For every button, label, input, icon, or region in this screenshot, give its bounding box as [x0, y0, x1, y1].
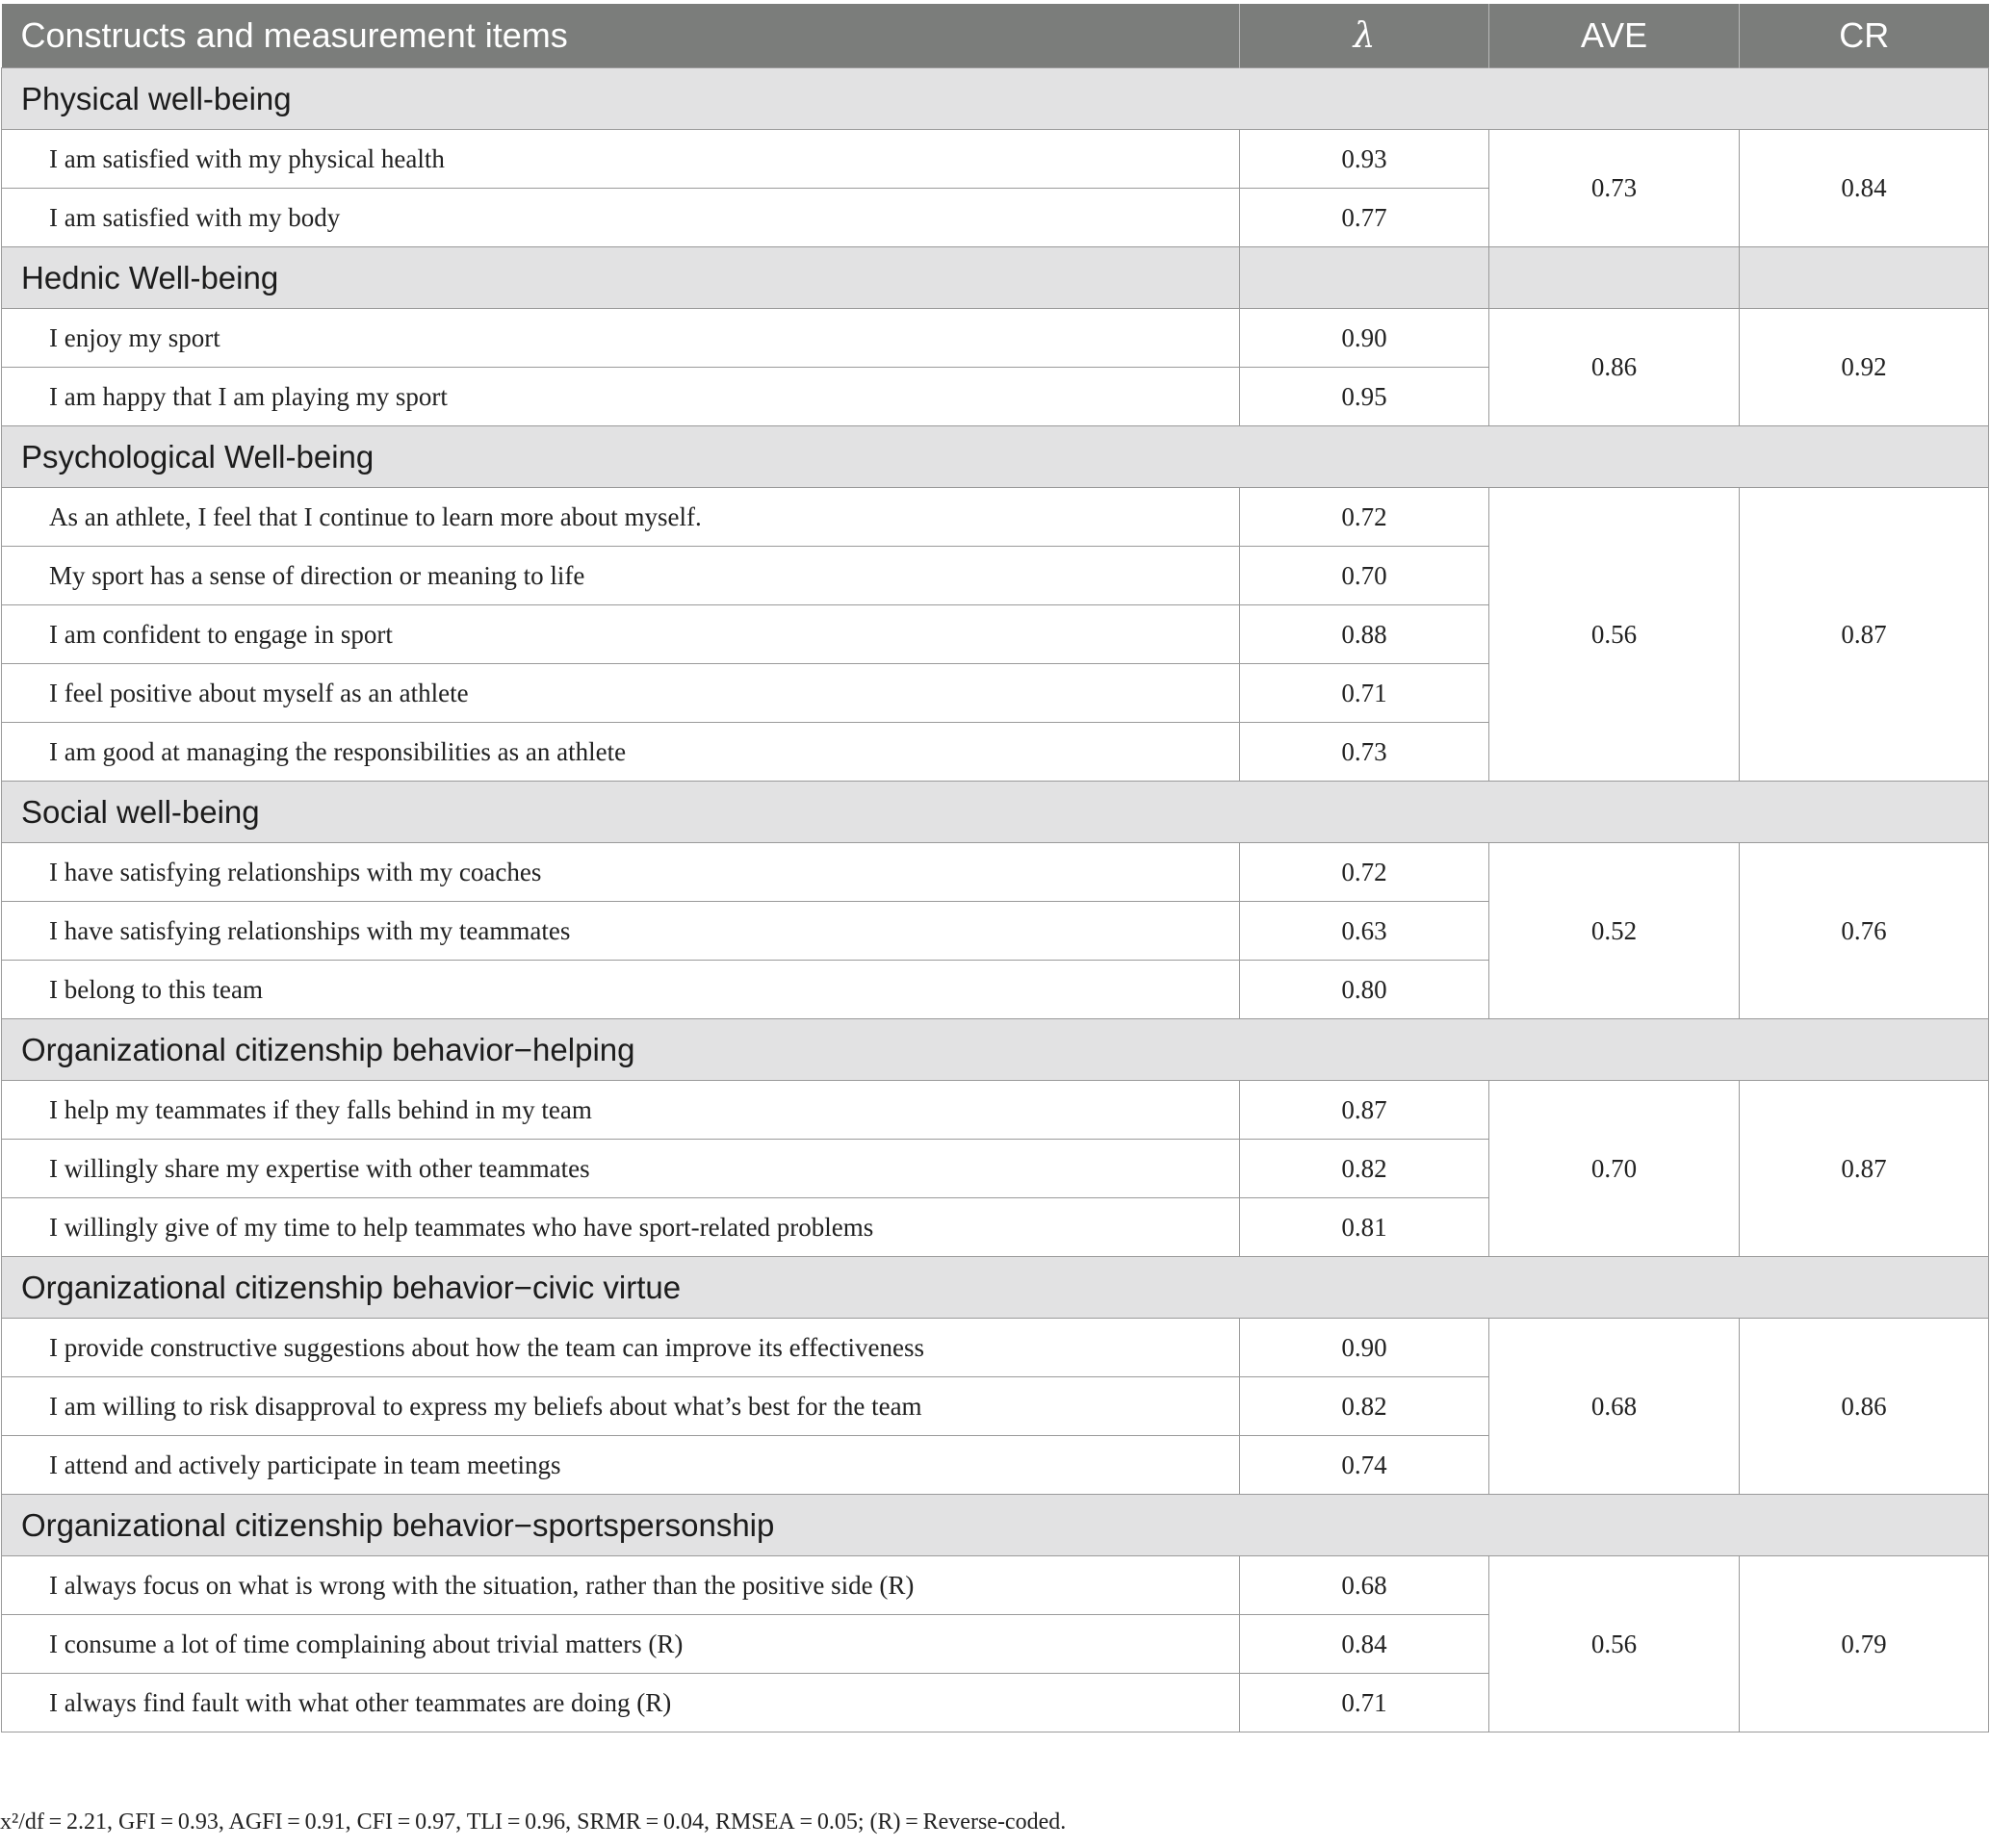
construct-title: Hednic Well-being	[2, 247, 1240, 309]
measurement-item: I willingly give of my time to help teammates who have sport-related problems	[2, 1198, 1240, 1257]
cr-value: 0.87	[1740, 1081, 1989, 1257]
measurement-item: I am satisfied with my physical health	[2, 130, 1240, 189]
construct-header-row	[2, 1495, 1989, 1556]
lambda-value: 0.74	[1240, 1436, 1489, 1495]
ave-value: 0.68	[1489, 1319, 1740, 1495]
cr-value: 0.76	[1740, 843, 1989, 1019]
lambda-value: 0.71	[1240, 664, 1489, 723]
header-constructs: Constructs and measurement items	[2, 4, 1240, 68]
lambda-value: 0.84	[1240, 1615, 1489, 1674]
table-row	[2, 1081, 1989, 1140]
construct-title: Organizational citizenship behavior−helping	[2, 1019, 1989, 1081]
lambda-value: 0.80	[1240, 961, 1489, 1019]
construct-header-row	[2, 426, 1989, 488]
table-row	[2, 130, 1989, 189]
measurement-item: I am willing to risk disapproval to express my beliefs about what’s best for the team	[2, 1377, 1240, 1436]
measurement-item: I have satisfying relationships with my teammates	[2, 902, 1240, 961]
ave-value: 0.56	[1489, 1556, 1740, 1732]
table-row	[2, 1319, 1989, 1377]
construct-header-row	[2, 782, 1989, 843]
measurement-item: I enjoy my sport	[2, 309, 1240, 368]
table-row	[2, 1556, 1989, 1615]
lambda-value: 0.77	[1240, 189, 1489, 247]
table-header	[2, 4, 1989, 68]
measurement-item: I am confident to engage in sport	[2, 605, 1240, 664]
lambda-value: 0.73	[1240, 723, 1489, 782]
lambda-value: 0.71	[1240, 1674, 1489, 1732]
measurement-item: I help my teammates if they falls behind in my team	[2, 1081, 1240, 1140]
ave-value: 0.52	[1489, 843, 1740, 1019]
construct-title: Physical well-being	[2, 68, 1989, 130]
lambda-value: 0.82	[1240, 1140, 1489, 1198]
lambda-value: 0.72	[1240, 488, 1489, 547]
lambda-value: 0.68	[1240, 1556, 1489, 1615]
ave-value: 0.86	[1489, 309, 1740, 426]
construct-empty-cell	[1740, 247, 1989, 309]
construct-header-row	[2, 247, 1989, 309]
header-lambda: λ	[1240, 4, 1489, 68]
measurement-item: I always find fault with what other teammates are doing (R)	[2, 1674, 1240, 1732]
measurement-item: My sport has a sense of direction or meaning to life	[2, 547, 1240, 605]
header-ave: AVE	[1489, 4, 1740, 68]
ave-value: 0.70	[1489, 1081, 1740, 1257]
measurement-item: I am good at managing the responsibilities as an athlete	[2, 723, 1240, 782]
construct-empty-cell	[1240, 247, 1489, 309]
ave-value: 0.73	[1489, 130, 1740, 247]
table-body	[2, 68, 1989, 1732]
measurement-item: I have satisfying relationships with my coaches	[2, 843, 1240, 902]
table-row	[2, 843, 1989, 902]
header-row	[2, 4, 1989, 68]
cr-value: 0.92	[1740, 309, 1989, 426]
lambda-value: 0.70	[1240, 547, 1489, 605]
measurement-item: I provide constructive suggestions about how the team can improve its effectiveness	[2, 1319, 1240, 1377]
construct-header-row	[2, 1257, 1989, 1319]
construct-header-row	[2, 68, 1989, 130]
measurement-item: I am satisfied with my body	[2, 189, 1240, 247]
lambda-value: 0.90	[1240, 309, 1489, 368]
construct-title: Organizational citizenship behavior−sportspersonship	[2, 1495, 1989, 1556]
measurement-item: I belong to this team	[2, 961, 1240, 1019]
construct-title: Psychological Well-being	[2, 426, 1989, 488]
measurement-item: I am happy that I am playing my sport	[2, 368, 1240, 426]
measurement-item: I always focus on what is wrong with the situation, rather than the positive side (R)	[2, 1556, 1240, 1615]
table-row	[2, 488, 1989, 547]
measurement-item: I willingly share my expertise with other teammates	[2, 1140, 1240, 1198]
lambda-value: 0.93	[1240, 130, 1489, 189]
construct-header-row	[2, 1019, 1989, 1081]
construct-title: Social well-being	[2, 782, 1989, 843]
cr-value: 0.87	[1740, 488, 1989, 782]
lambda-value: 0.95	[1240, 368, 1489, 426]
measurement-item: As an athlete, I feel that I continue to learn more about myself.	[2, 488, 1240, 547]
cr-value: 0.79	[1740, 1556, 1989, 1732]
table-row	[2, 309, 1989, 368]
ave-value: 0.56	[1489, 488, 1740, 782]
lambda-value: 0.72	[1240, 843, 1489, 902]
header-cr: CR	[1740, 4, 1989, 68]
construct-empty-cell	[1489, 247, 1740, 309]
measurement-model-table	[1, 4, 1989, 1732]
measurement-item: I consume a lot of time complaining about trivial matters (R)	[2, 1615, 1240, 1674]
lambda-value: 0.87	[1240, 1081, 1489, 1140]
lambda-value: 0.88	[1240, 605, 1489, 664]
lambda-value: 0.90	[1240, 1319, 1489, 1377]
lambda-value: 0.63	[1240, 902, 1489, 961]
construct-title: Organizational citizenship behavior−civic virtue	[2, 1257, 1989, 1319]
lambda-value: 0.82	[1240, 1377, 1489, 1436]
measurement-item: I attend and actively participate in team meetings	[2, 1436, 1240, 1495]
table-footnote: x²/df = 2.21, GFI = 0.93, AGFI = 0.91, CFI = 0.97, TLI = 0.96, SRMR = 0.04, RMSEA = 0.05; (R) = Reverse-coded.	[0, 1810, 1067, 1835]
cr-value: 0.86	[1740, 1319, 1989, 1495]
cr-value: 0.84	[1740, 130, 1989, 247]
lambda-value: 0.81	[1240, 1198, 1489, 1257]
measurement-item: I feel positive about myself as an athlete	[2, 664, 1240, 723]
